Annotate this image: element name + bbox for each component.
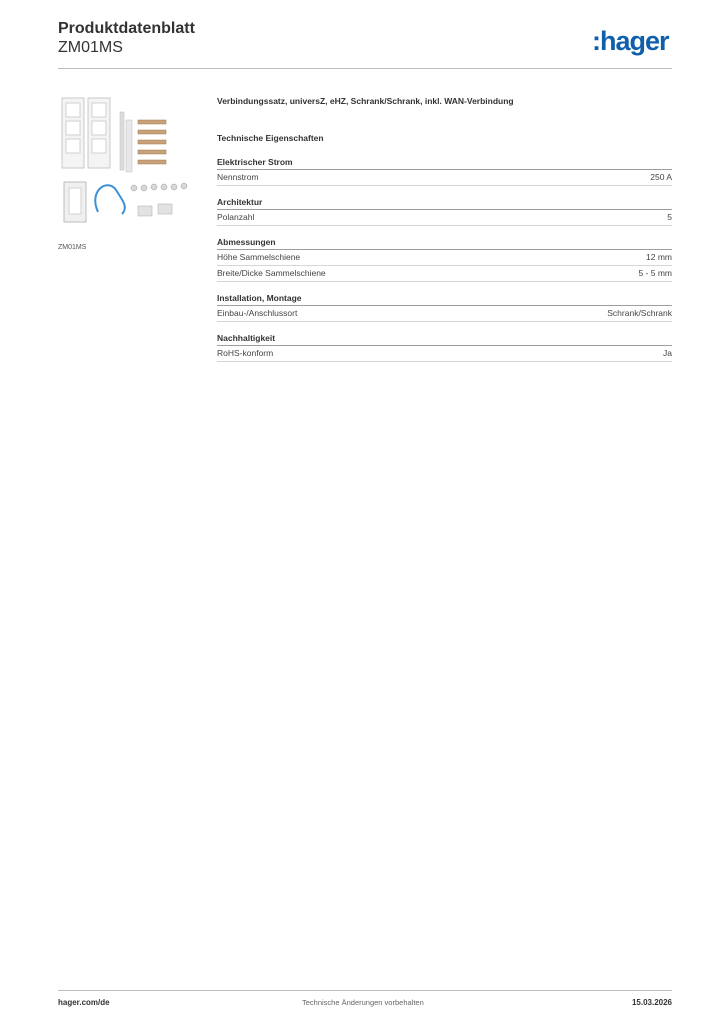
header-divider <box>58 68 672 69</box>
product-image <box>58 90 201 236</box>
spec-row <box>217 266 672 282</box>
footer-website: hager.com/de <box>58 998 110 1007</box>
spec-label: Nennstrom <box>217 172 259 182</box>
spec-group <box>217 333 672 362</box>
spec-row <box>217 346 672 362</box>
spec-group-title: Elektrischer Strom <box>217 157 672 170</box>
spec-value: 12 mm <box>646 252 672 262</box>
spec-label: Breite/Dicke Sammelschiene <box>217 268 326 278</box>
footer-date: 15.03.2026 <box>631 998 672 1007</box>
product-details <box>217 96 672 373</box>
spec-value: 5 - 5 mm <box>638 268 672 278</box>
spec-group-title: Abmessungen <box>217 237 672 250</box>
spec-label: Polanzahl <box>217 212 255 222</box>
spec-group-title: Nachhaltigkeit <box>217 333 672 346</box>
spec-label: Höhe Sammelschiene <box>217 252 301 262</box>
spec-row <box>217 306 672 322</box>
spec-row <box>217 250 672 266</box>
spec-row <box>217 170 672 186</box>
spec-value: 5 <box>667 212 672 222</box>
page-title: Produktdatenblatt <box>58 20 195 37</box>
spec-value: 250 A <box>650 172 672 182</box>
spec-label: Einbau-/Anschlussort <box>217 308 298 318</box>
image-caption: ZM01MS <box>58 244 87 251</box>
spec-value: Schrank/Schrank <box>607 308 672 318</box>
spec-group <box>217 237 672 282</box>
spec-row <box>217 210 672 226</box>
spec-group <box>217 197 672 226</box>
spec-value: Ja <box>663 348 672 358</box>
spec-group <box>217 293 672 322</box>
spec-group <box>217 157 672 186</box>
section-heading: Technische Eigenschaften <box>217 133 324 143</box>
spec-label: RoHS-konform <box>217 348 274 358</box>
article-number: ZM01MS <box>58 39 123 56</box>
hager-logo: :hager <box>592 26 669 56</box>
spec-group-title: Installation, Montage <box>217 293 672 306</box>
footer-divider <box>58 990 672 991</box>
footer-notice: Technische Änderungen vorbehalten <box>302 998 424 1007</box>
product-title: Verbindungssatz, universZ, eHZ, Schrank/Schrank, inkl. WAN-Verbindung <box>217 96 514 106</box>
spec-group-title: Architektur <box>217 197 672 210</box>
